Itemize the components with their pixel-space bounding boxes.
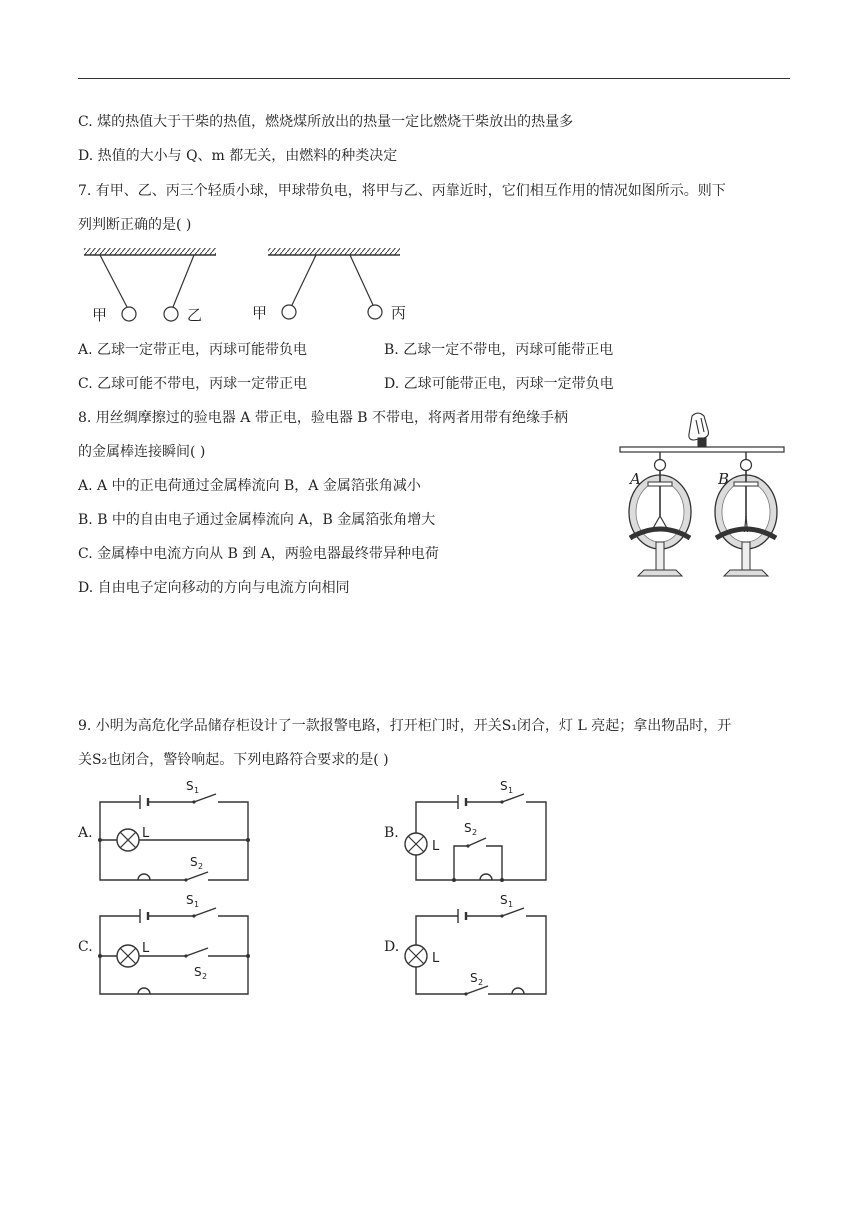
q8-option-c: C. 金属棒中电流方向从 B 到 A，两验电器最终带异种电荷	[78, 546, 439, 562]
q7-option-b: B. 乙球一定不带电，丙球可能带正电	[384, 342, 614, 358]
insulated-handle	[689, 413, 709, 447]
q8-stem-line2: 的金属棒连接瞬间( )	[78, 444, 206, 460]
q6-option-d: D. 热值的大小与 Q、m 都无关，由燃料的种类决定	[78, 148, 398, 164]
circuit-b	[402, 780, 562, 890]
header-rule	[78, 78, 790, 79]
label-electroscope-b: B	[718, 470, 730, 488]
svg-text:2: 2	[472, 828, 478, 837]
q8-stem-line1: 8. 用丝绸摩擦过的验电器 A 带正电，验电器 B 不带电，将两者用带有绝缘手柄	[78, 410, 569, 426]
q7-stem-line2: 列判断正确的是( )	[78, 217, 192, 233]
svg-text:2: 2	[202, 972, 208, 981]
q8-option-d: D. 自由电子定向移动的方向与电流方向相同	[78, 580, 350, 596]
ball-yi	[164, 307, 178, 321]
q7-stem-line1: 7. 有甲、乙、丙三个轻质小球，甲球带负电，将甲与乙、丙靠近时，它们相互作用的情况如图所示。则下	[78, 183, 726, 199]
electroscope-b	[715, 452, 777, 576]
svg-text:S: S	[470, 971, 478, 985]
ball-jia-left	[122, 307, 136, 321]
svg-text:S: S	[186, 893, 194, 907]
svg-text:2: 2	[198, 862, 204, 871]
metal-rod	[620, 447, 784, 452]
svg-text:1: 1	[508, 786, 514, 795]
label-electroscope-a: A	[630, 470, 641, 488]
label-jia-left: 甲	[92, 306, 108, 324]
q7-option-d: D. 乙球可能带正电，丙球一定带负电	[384, 376, 614, 392]
bell-icon	[136, 988, 152, 994]
circuit-b-label: B.	[384, 825, 399, 841]
svg-text:1: 1	[508, 900, 514, 909]
svg-text:1: 1	[194, 900, 200, 909]
q7-right-diagram	[252, 248, 406, 322]
q9-stem-line1: 9. 小明为高危化学品储存柜设计了一款报警电路，打开柜门时，开关S₁闭合，灯 L 亮起；拿出物品时，开	[78, 718, 732, 734]
svg-text:L: L	[432, 951, 440, 966]
ball-bing	[368, 305, 382, 319]
circuit-a	[96, 780, 256, 890]
q7-option-c: C. 乙球可能不带电，丙球一定带正电	[78, 376, 308, 392]
svg-text:L: L	[432, 839, 440, 854]
q8-option-b: B. B 中的自由电子通过金属棒流向 A，B 金属箔张角增大	[78, 512, 436, 528]
ball-jia-right	[282, 305, 296, 319]
circuit-c-label: C.	[78, 939, 93, 955]
circuit-d	[402, 894, 562, 1004]
q7-left-diagram	[84, 248, 216, 324]
svg-text:S: S	[464, 821, 472, 835]
q9-stem-line2: 关S₂也闭合，警铃响起。下列电路符合要求的是( )	[78, 752, 389, 768]
svg-text:2: 2	[478, 978, 484, 987]
label-yi: 乙	[187, 306, 203, 324]
svg-text:L: L	[142, 826, 150, 841]
bell-icon	[136, 874, 152, 880]
q8-option-a: A. A 中的正电荷通过金属棒流向 B，A 金属箔张角减小	[78, 478, 421, 494]
label-bing: 丙	[391, 304, 407, 322]
svg-text:1: 1	[194, 786, 200, 795]
svg-text:S: S	[194, 965, 202, 979]
svg-text:S: S	[190, 855, 198, 869]
svg-text:S: S	[500, 779, 508, 793]
bell-icon	[478, 874, 494, 880]
q8-electroscope-figure	[612, 408, 792, 588]
bell-icon	[510, 988, 526, 994]
q7-figure	[82, 246, 422, 336]
electroscope-a	[628, 452, 691, 576]
q7-option-a: A. 乙球一定带正电，丙球可能带负电	[78, 342, 308, 358]
circuit-a-label: A.	[78, 825, 93, 841]
svg-text:S: S	[500, 893, 508, 907]
svg-text:S: S	[186, 779, 194, 793]
circuit-c	[96, 894, 256, 1004]
q6-option-c: C. 煤的热值大于干柴的热值，燃烧煤所放出的热量一定比燃烧干柴放出的热量多	[78, 114, 574, 130]
svg-text:L: L	[142, 941, 150, 956]
circuit-d-label: D.	[384, 939, 400, 955]
label-jia-right: 甲	[252, 304, 268, 322]
